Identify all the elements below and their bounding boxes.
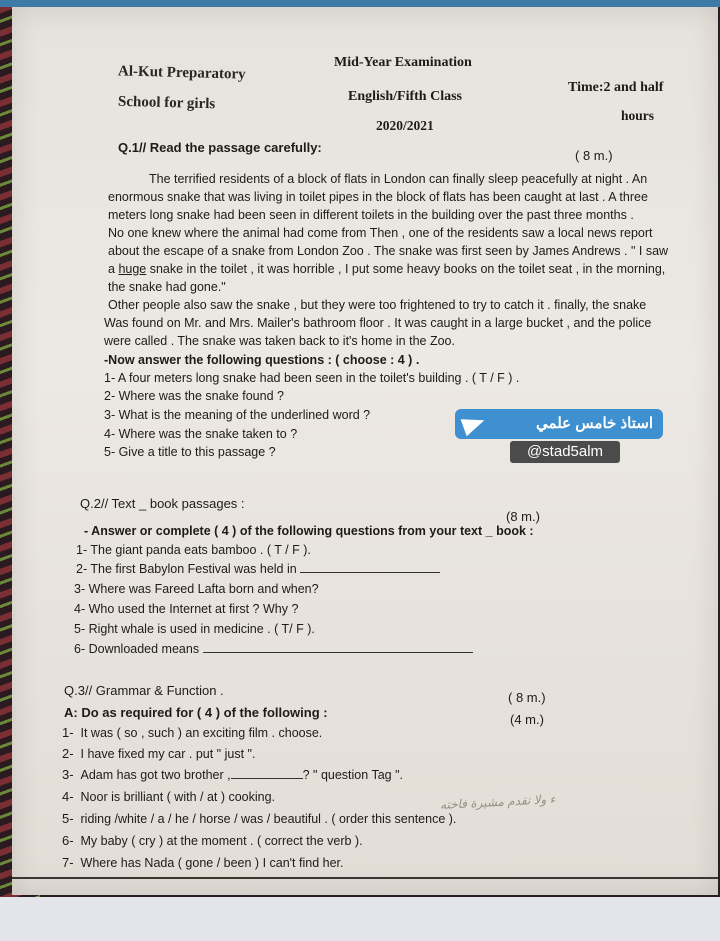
school-name-line1: Al-Kut Preparatory [117,63,246,83]
subject-class: English/Fifth Class [348,89,462,104]
q2-question: 1- The giant panda eats bamboo . ( T / F ). [76,543,311,557]
telegram-icon [461,412,488,436]
q1-question: 5- Give a title to this passage ? [104,445,276,459]
academic-year: 2020/2021 [376,118,434,133]
screen-bottom-bar [0,897,720,941]
q2-title: Q.2// Text _ book passages : [80,496,245,511]
watermark-handle: @stad5alm [510,441,620,463]
q3-marks: ( 8 m.) [508,690,546,705]
q1-marks: ( 8 m.) [575,148,613,163]
q1-title: Q.1// Read the passage carefully: [118,140,322,155]
passage-line: meters long snake had been seen in different toilets in the building over the past three months . [108,208,634,222]
q2-marks: (8 m.) [506,509,540,524]
answer-blank [231,778,303,779]
q3-part-a-marks: (4 m.) [510,712,544,727]
passage-line: No one knew where the animal had come from Then , one of the residents saw a local news report [108,226,653,240]
grammar-item: 7- Where has Nada ( gone / been ) I can't find her. [62,855,344,870]
q1-question: 3- What is the meaning of the underlined word ? [104,408,371,422]
passage-line-underlined: a huge snake in the toilet , it was horrible , I put some heavy books on the toilet seat , in the morning, [108,262,666,276]
underlined-word: huge [118,262,147,276]
q1-question: 4- Where was the snake taken to ? [104,427,298,441]
q3-title: Q.3// Grammar & Function . [64,683,224,698]
q2-question: 5- Right whale is used in medicine . ( T/ F ). [74,622,315,636]
exam-title: Mid-Year Examination [334,55,472,70]
q2-question-blank: 6- Downloaded means [74,642,473,656]
grammar-item: 6- My baby ( cry ) at the moment . ( correct the verb ). [62,833,363,848]
answer-blank [300,572,440,573]
q1-question: 2- Where was the snake found ? [104,389,284,403]
watermark-arabic-text: استاذ خامس علمي [536,415,653,432]
q2-question: 4- Who used the Internet at first ? Why ? [74,602,299,616]
channel-watermark [455,409,663,439]
q1-instruction: -Now answer the following questions : ( choose : 4 ) . [104,353,420,367]
q1-question: 1- A four meters long snake had been seen in the toilet's building . ( T / F ) . [104,371,520,385]
q3-part-a: A: Do as required for ( 4 ) of the following : [64,705,328,720]
answer-blank [203,652,473,653]
passage-line: were called . The snake was taken back to it's home in the Zoo. [104,334,455,348]
q2-question-blank: 2- The first Babylon Festival was held in [76,562,440,576]
time-allowed: Time:2 and half [568,80,664,95]
school-name-line2: School for girls [117,93,216,113]
passage-line: Was found on Mr. and Mrs. Mailer's bathroom floor . It was caught in a large bucket , and the police [104,316,652,330]
grammar-item-tag: 3- Adam has got two brother , ? " question Tag ". [62,767,403,782]
grammar-item: 2- I have fixed my car . put " just ". [62,746,256,761]
time-allowed-unit: hours [621,108,655,123]
passage-line: the snake had gone." [108,280,226,294]
passage-line: Other people also saw the snake , but they were too frightened to try to catch it . finally, the snake [108,298,647,312]
grammar-item: 1- It was ( so , such ) an exciting film . choose. [62,725,323,740]
q2-question: 3- Where was Fareed Lafta born and when? [74,582,319,596]
q2-instruction: - Answer or complete ( 4 ) of the following questions from your text _ book : [84,524,534,538]
passage-line: about the escape of a snake from London Zoo . The snake was first seen by James Andrews . " I saw [108,244,669,258]
passage-line: The terrified residents of a block of flats in London can finally sleep peacefully at night . An [149,172,648,186]
grammar-item: 5- riding /white / a / he / horse / was / beautiful . ( order this sentence ). [62,811,457,826]
grammar-item: 4- Noor is brilliant ( with / at ) cooking. [62,789,276,804]
passage-line: enormous snake that was living in toilet pipes in the block of flats has been caught at last . A three [108,190,648,204]
bottom-rule [12,877,718,879]
handwritten-note: ء ولا تقدم مشيرة فاخته [439,791,556,813]
screen-top-bar [0,0,720,7]
